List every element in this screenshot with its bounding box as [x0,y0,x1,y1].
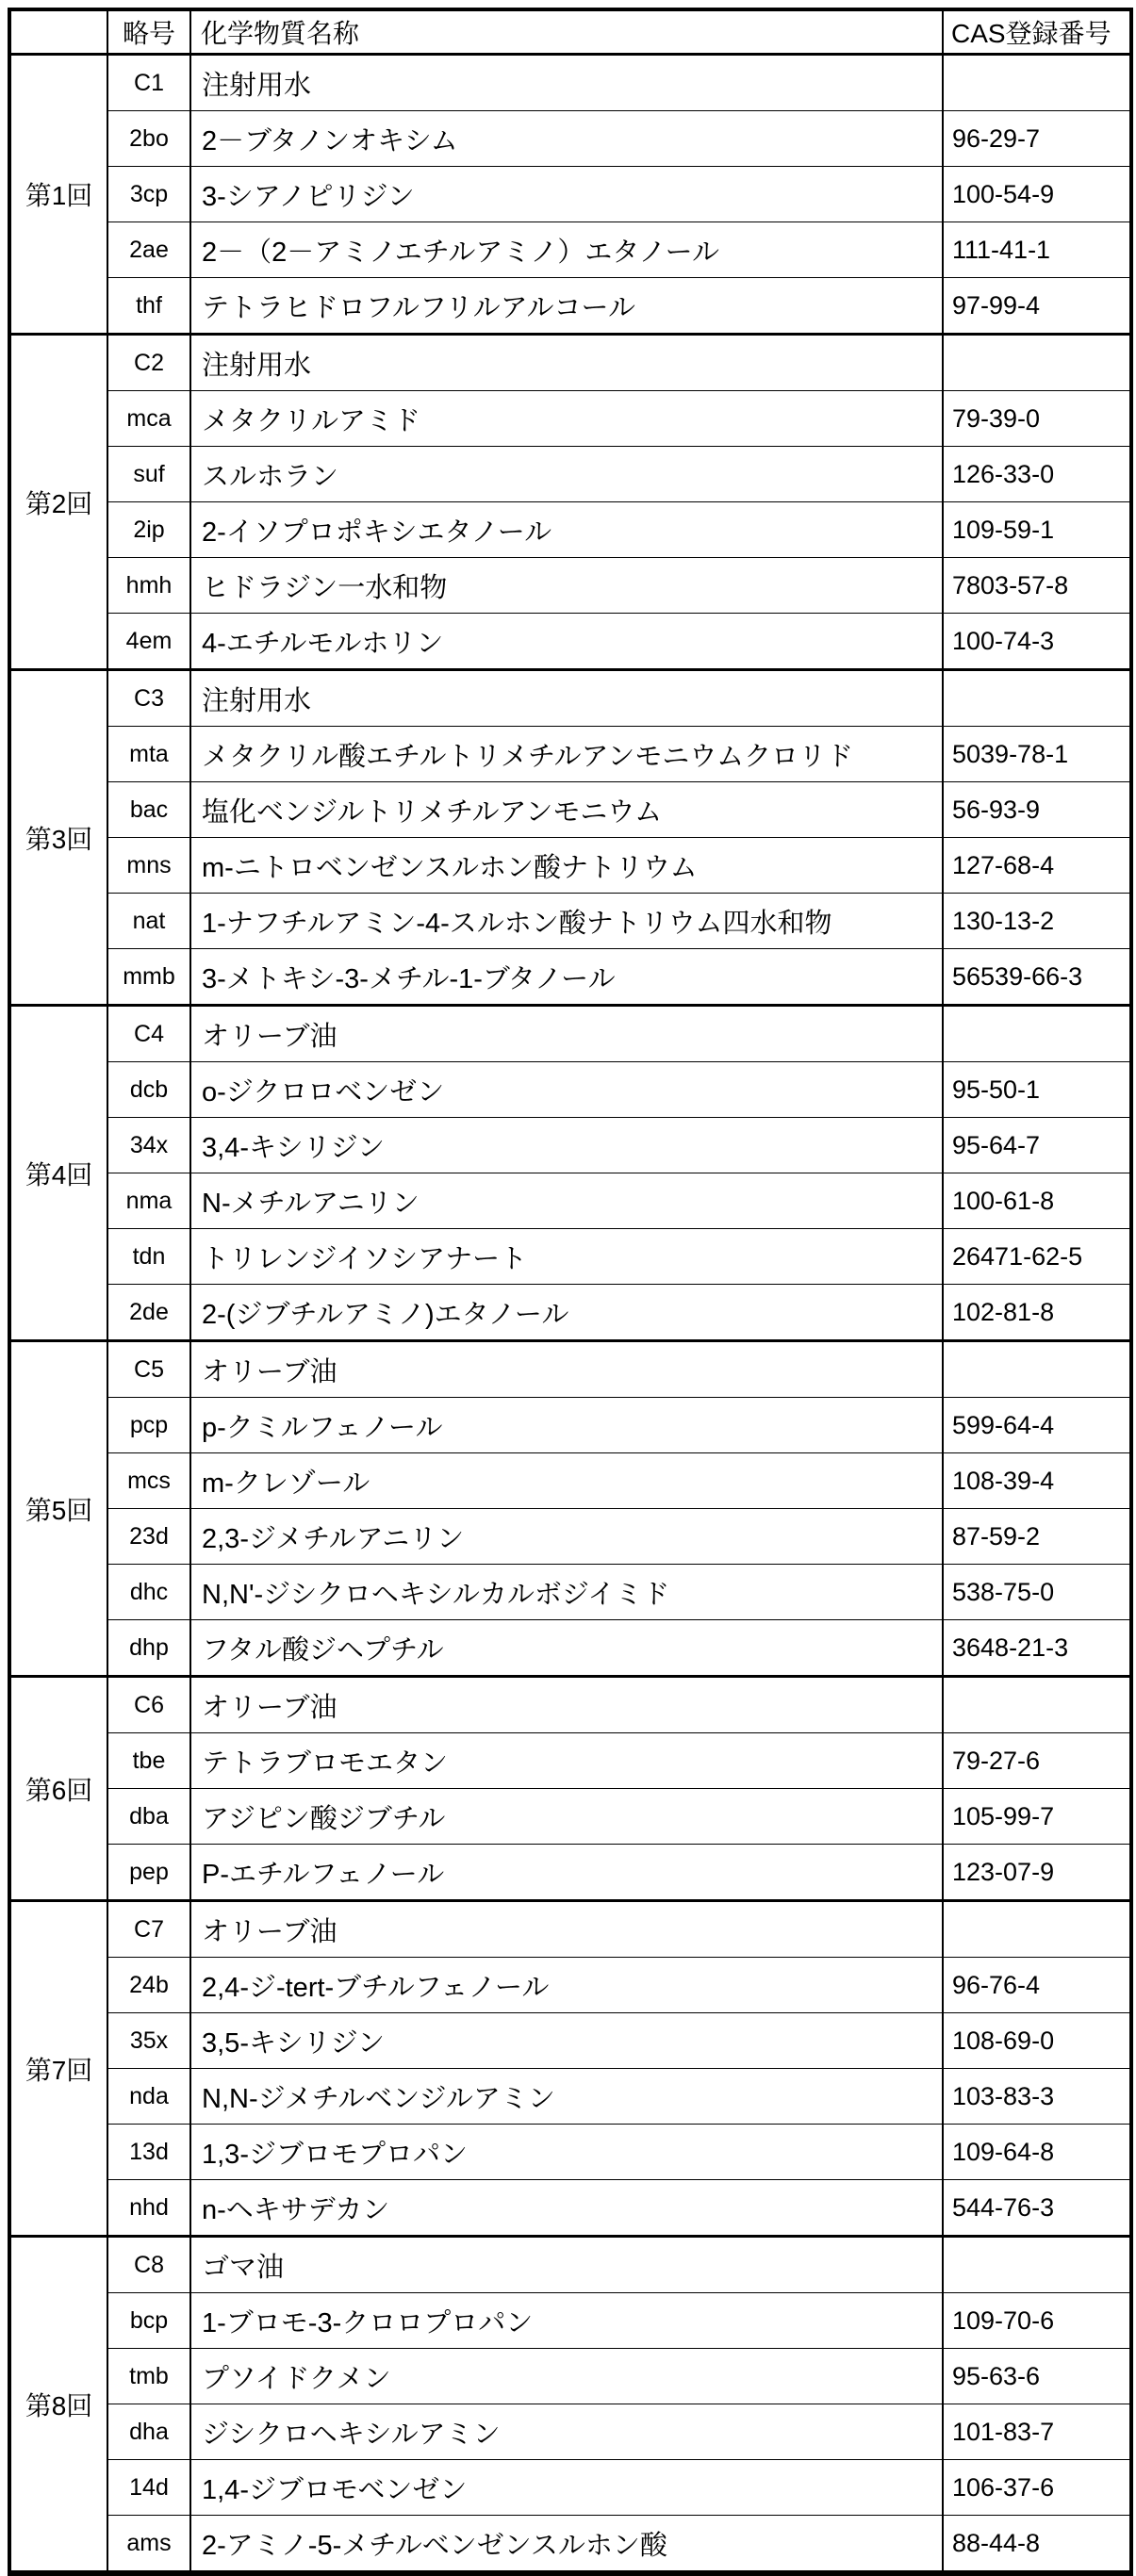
abbr-cell: 35x [107,2013,190,2069]
name-cell: フタル酸ジヘプチル [190,1620,943,1677]
table-row [9,838,1131,894]
name-cell: 3,5-キシリジン [190,2013,943,2069]
abbr-cell: mns [107,838,190,894]
abbr-cell: tdn [107,1229,190,1285]
table-row [9,894,1131,949]
abbr-cell: 23d [107,1509,190,1565]
abbr-cell: dba [107,1789,190,1845]
abbr-cell: 13d [107,2125,190,2180]
name-cell: 3,4-キシリジン [190,1118,943,1173]
abbr-cell: nat [107,894,190,949]
name-cell: テトラブロモエタン [190,1733,943,1789]
name-cell: P-エチルフェノール [190,1845,943,1901]
abbr-cell: dcb [107,1062,190,1118]
abbr-cell: mmb [107,949,190,1006]
cas-cell: 5039-78-1 [943,727,1131,782]
abbr-cell: C3 [107,670,190,727]
cas-cell: 96-29-7 [943,111,1131,167]
name-cell: ヒドラジン一水和物 [190,558,943,614]
table-row [9,111,1131,167]
name-cell: アジピン酸ジブチル [190,1789,943,1845]
abbr-cell: C6 [107,1677,190,1733]
cas-cell: 103-83-3 [943,2069,1131,2125]
cas-cell: 109-59-1 [943,502,1131,558]
session-group-cell: 第4回 [9,1006,107,1341]
name-cell: N-メチルアニリン [190,1173,943,1229]
abbr-cell: 2ip [107,502,190,558]
cas-cell: 56-93-9 [943,782,1131,838]
cas-cell [943,335,1131,391]
name-cell: オリーブ油 [190,1341,943,1398]
cas-cell [943,670,1131,727]
name-cell: p-クミルフェノール [190,1398,943,1453]
name-cell: 2-(ジブチルアミノ)エタノール [190,1285,943,1341]
name-cell: o-ジクロロベンゼン [190,1062,943,1118]
table-body [9,55,1131,2574]
abbr-cell: mca [107,391,190,447]
table-row [9,2349,1131,2404]
chemical-substances-table [8,8,1133,2576]
table-row [9,1341,1131,1398]
table-row [9,167,1131,222]
abbr-cell: pep [107,1845,190,1901]
name-cell: オリーブ油 [190,1677,943,1733]
table-row [9,55,1131,111]
column-header-abbr: 略号 [107,9,190,55]
abbr-cell: 4em [107,614,190,670]
table-row [9,2460,1131,2516]
abbr-cell: mta [107,727,190,782]
abbr-cell: C4 [107,1006,190,1062]
table-row [9,949,1131,1006]
abbr-cell: dha [107,2404,190,2460]
cas-cell: 106-37-6 [943,2460,1131,2516]
table-row [9,727,1131,782]
abbr-cell: 14d [107,2460,190,2516]
table-row [9,670,1131,727]
name-cell: 注射用水 [190,670,943,727]
cas-cell [943,55,1131,111]
abbr-cell: dhc [107,1565,190,1620]
cas-cell: 102-81-8 [943,1285,1131,1341]
table-row [9,1845,1131,1901]
name-cell: 2-イソプロポキシエタノール [190,502,943,558]
cas-cell: 88-44-8 [943,2516,1131,2574]
name-cell: 2,4-ジ-tert-ブチルフェノール [190,1958,943,2013]
cas-cell: 79-27-6 [943,1733,1131,1789]
name-cell: 1-ブロモ-3-クロロプロパン [190,2293,943,2349]
cas-cell: 95-63-6 [943,2349,1131,2404]
session-group-cell: 第2回 [9,335,107,670]
cas-cell: 108-69-0 [943,2013,1131,2069]
abbr-cell: mcs [107,1453,190,1509]
name-cell: トリレンジイソシアナート [190,1229,943,1285]
abbr-cell: 3cp [107,167,190,222]
name-cell: N,N'-ジシクロヘキシルカルボジイミド [190,1565,943,1620]
cas-cell: 544-76-3 [943,2180,1131,2237]
table-row [9,1620,1131,1677]
session-group-cell: 第5回 [9,1341,107,1677]
table-row [9,1173,1131,1229]
name-cell: 4-エチルモルホリン [190,614,943,670]
name-cell: メタクリル酸エチルトリメチルアンモニウムクロリド [190,727,943,782]
table-row [9,1958,1131,2013]
abbr-cell: tbe [107,1733,190,1789]
name-cell: 1,4-ジブロモベンゼン [190,2460,943,2516]
table-row [9,2516,1131,2574]
cas-cell: 96-76-4 [943,1958,1131,2013]
table-row [9,614,1131,670]
table-row [9,222,1131,278]
column-header-cas: CAS登録番号 [943,9,1131,55]
name-cell: 2-アミノ-5-メチルベンゼンスルホン酸 [190,2516,943,2574]
abbr-cell: dhp [107,1620,190,1677]
cas-cell: 127-68-4 [943,838,1131,894]
session-group-cell: 第1回 [9,55,107,335]
name-cell: 3-シアノピリジン [190,167,943,222]
name-cell: スルホラン [190,447,943,502]
table-row [9,1062,1131,1118]
name-cell: テトラヒドロフルフリルアルコール [190,278,943,335]
cas-cell: 26471-62-5 [943,1229,1131,1285]
table-header [9,9,1131,55]
name-cell: オリーブ油 [190,1901,943,1958]
cas-cell: 109-70-6 [943,2293,1131,2349]
abbr-cell: 24b [107,1958,190,2013]
name-cell: メタクリルアミド [190,391,943,447]
table-row [9,1118,1131,1173]
name-cell: 1,3-ジブロモプロパン [190,2125,943,2180]
table-row [9,1509,1131,1565]
name-cell: n-ヘキサデカン [190,2180,943,2237]
cas-cell: 111-41-1 [943,222,1131,278]
name-cell: 2,3-ジメチルアニリン [190,1509,943,1565]
cas-cell: 100-74-3 [943,614,1131,670]
table-row [9,2404,1131,2460]
table-row [9,447,1131,502]
cas-cell: 126-33-0 [943,447,1131,502]
name-cell: オリーブ油 [190,1006,943,1062]
table-row [9,1789,1131,1845]
cas-cell [943,2237,1131,2293]
name-cell: m-ニトロベンゼンスルホン酸ナトリウム [190,838,943,894]
table-row [9,2237,1131,2293]
abbr-cell: nhd [107,2180,190,2237]
cas-cell: 130-13-2 [943,894,1131,949]
cas-cell: 100-54-9 [943,167,1131,222]
abbr-cell: C1 [107,55,190,111]
cas-cell: 97-99-4 [943,278,1131,335]
abbr-cell: 2bo [107,111,190,167]
abbr-cell: ams [107,2516,190,2574]
cas-cell: 100-61-8 [943,1173,1131,1229]
table-row [9,558,1131,614]
cas-cell: 87-59-2 [943,1509,1131,1565]
abbr-cell: nma [107,1173,190,1229]
abbr-cell: suf [107,447,190,502]
table-row [9,278,1131,335]
abbr-cell: C2 [107,335,190,391]
table-row [9,1453,1131,1509]
cas-cell: 108-39-4 [943,1453,1131,1509]
abbr-cell: 2de [107,1285,190,1341]
name-cell: ゴマ油 [190,2237,943,2293]
cas-cell: 538-75-0 [943,1565,1131,1620]
cas-cell: 109-64-8 [943,2125,1131,2180]
abbr-cell: bcp [107,2293,190,2349]
table-row [9,1677,1131,1733]
table-row [9,2180,1131,2237]
name-cell: 注射用水 [190,335,943,391]
table-row [9,2125,1131,2180]
table-row [9,2013,1131,2069]
name-cell: プソイドクメン [190,2349,943,2404]
cas-cell: 3648-21-3 [943,1620,1131,1677]
name-cell: 2－ブタノンオキシム [190,111,943,167]
table-row [9,1398,1131,1453]
name-cell: 注射用水 [190,55,943,111]
table-row [9,1901,1131,1958]
abbr-cell: C8 [107,2237,190,2293]
cas-cell: 56539-66-3 [943,949,1131,1006]
abbr-cell: 34x [107,1118,190,1173]
cas-cell: 95-50-1 [943,1062,1131,1118]
header-row [9,9,1131,55]
abbr-cell: C7 [107,1901,190,1958]
abbr-cell: tmb [107,2349,190,2404]
cas-cell: 95-64-7 [943,1118,1131,1173]
name-cell: 3-メトキシ-3-メチル-1-ブタノール [190,949,943,1006]
name-cell: 塩化ベンジルトリメチルアンモニウム [190,782,943,838]
table-row [9,1006,1131,1062]
table-row [9,782,1131,838]
cas-cell [943,1677,1131,1733]
cas-cell: 599-64-4 [943,1398,1131,1453]
cas-cell: 123-07-9 [943,1845,1131,1901]
name-cell: 1-ナフチルアミン-4-スルホン酸ナトリウム四水和物 [190,894,943,949]
table-row [9,1229,1131,1285]
table-row [9,2069,1131,2125]
cas-cell: 7803-57-8 [943,558,1131,614]
cas-cell [943,1901,1131,1958]
abbr-cell: bac [107,782,190,838]
cas-cell: 79-39-0 [943,391,1131,447]
cas-cell: 105-99-7 [943,1789,1131,1845]
session-group-cell: 第6回 [9,1677,107,1901]
name-cell: N,N-ジメチルベンジルアミン [190,2069,943,2125]
abbr-cell: pcp [107,1398,190,1453]
table-row [9,502,1131,558]
table-row [9,1733,1131,1789]
name-cell: ジシクロヘキシルアミン [190,2404,943,2460]
abbr-cell: nda [107,2069,190,2125]
cas-cell [943,1341,1131,1398]
table-row [9,391,1131,447]
abbr-cell: thf [107,278,190,335]
table-row [9,1565,1131,1620]
session-group-cell: 第7回 [9,1901,107,2237]
table-row [9,2293,1131,2349]
abbr-cell: C5 [107,1341,190,1398]
table-row [9,335,1131,391]
name-cell: m-クレゾール [190,1453,943,1509]
corner-header-cell [9,9,107,55]
abbr-cell: 2ae [107,222,190,278]
column-header-name: 化学物質名称 [190,9,943,55]
cas-cell [943,1006,1131,1062]
session-group-cell: 第8回 [9,2237,107,2574]
cas-cell: 101-83-7 [943,2404,1131,2460]
table-row [9,1285,1131,1341]
abbr-cell: hmh [107,558,190,614]
session-group-cell: 第3回 [9,670,107,1006]
name-cell: 2－（2－アミノエチルアミノ）エタノール [190,222,943,278]
